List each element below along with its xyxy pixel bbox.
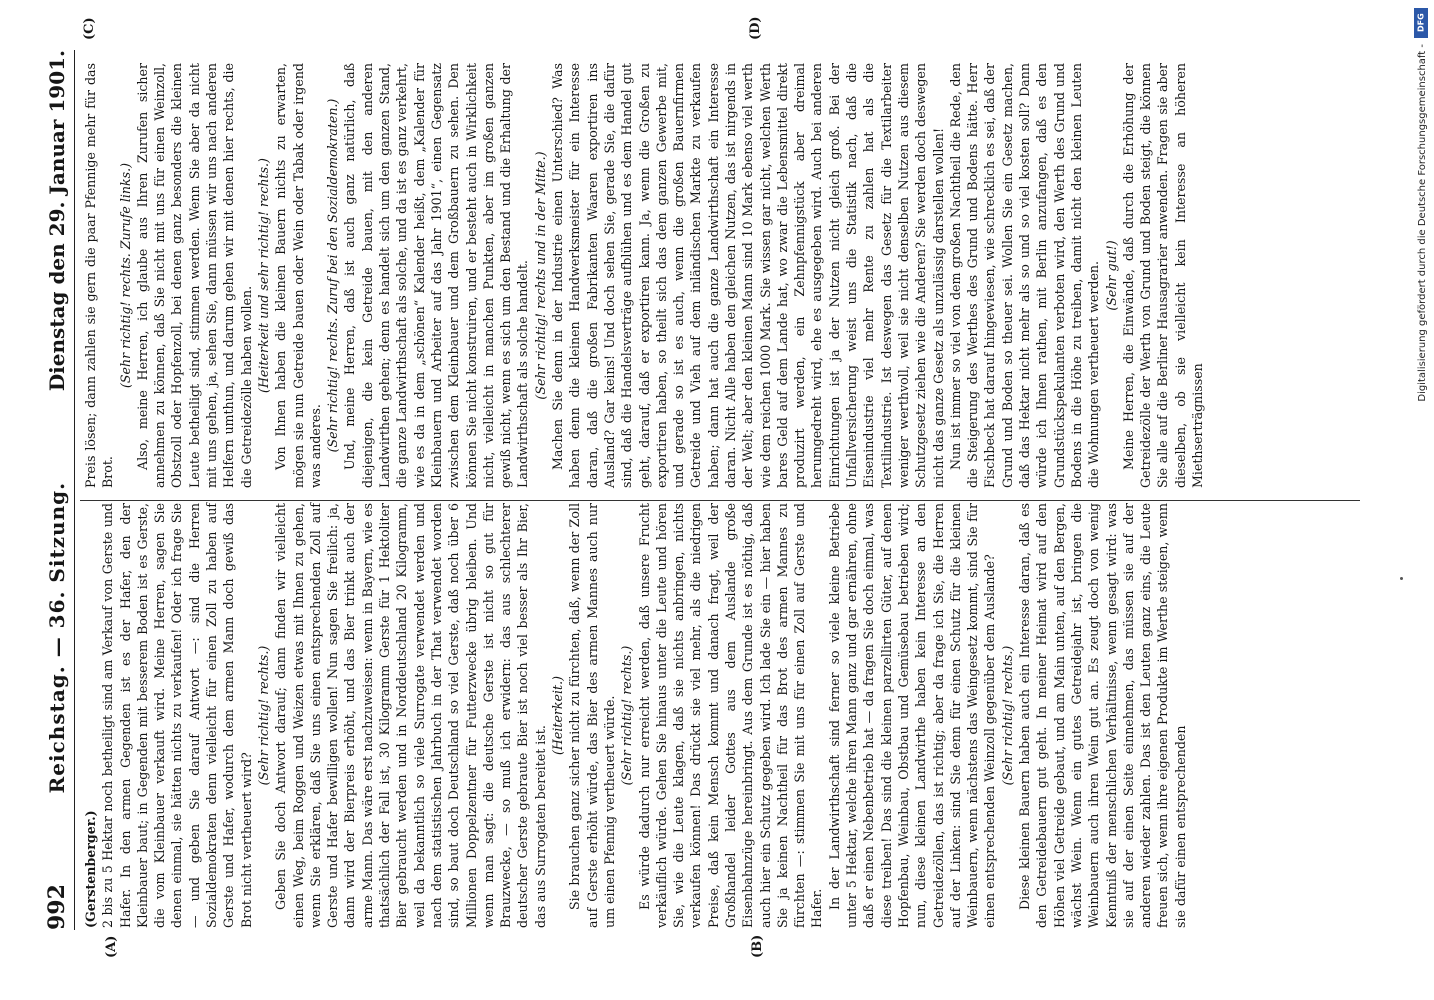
speaker-name: (Gerstenberger.) [83,810,98,928]
paragraph: Machen Sie denn in der Industrie einen Unterschied? Was haben denn die kleinen Handwerksmeister für ein Interesse daran, daß die großen Fabrikanten Waaren exportiren ins Ausland? Gar keins! Und doch sehen Sie, gerade Sie, die dafür sind, daß die Handelsverträge aufblühen und es dem Handel gut geht, darauf, daß er exportiren kann. Ja, wenn die Großen zu exportiren haben, so theilt sich das dem ganzen Gewerbe mit, und gerade so ist es auch, wenn die großen Bauernfirmen Getreide und Vieh auf dem inländischen Markte zu verkaufen haben; dann hat auch die ganze Landwirthschaft ein Interesse daran. Nicht Alle haben den gleichen Nutzen, das ist nirgends in der Welt; aber den kleinen Mann sind 10 Mark ebenso viel werth wie dem reichen 1000 Mark. Sie wissen gar nicht, welchen Werth bares Geld auf dem Lande hat, wo zwar die Lebensmittel direkt produzirt werden, ein Zehnpfennigstück aber dreimal herumgedreht wird, ehe es ausgegeben wird. Auch bei anderen Einrichtungen ist ja der Nutzen nicht gleich groß. Bei der Unfallversicherung weist uns die Statistik nach, daß die Eisenindustrie viel mehr Rente zu zahlen hat als die Textilindustrie. Ist deswegen das Gesetz für die Textilarbeiter weniger werthvoll, weil sie nicht denselben Nutzen aus diesem Schutzgesetz ziehen wie die Anderen? Sie werden doch deswegen nicht das ganze Gesetz als unzulässig darstellen wollen! [550,63,946,488]
paragraph: Also, meine Herren, ich glaube aus Ihren Zurufen sicher annehmen zu können, daß Sie nicht mit uns für einen Weinzoll, Obstzoll oder Hopfenzoll, bei denen ganz besonders die kleinen Leute betheiligt sind, stimmen werden. Wenn Sie aber da nicht mit uns gehen, ja, sehen Sie, dann müssen wir uns nach anderen Helfern umthun, und darum gehen wir mit denen hier rechts, die die Getreidezölle haben wollen. [134,63,254,488]
page-number: 992 [44,884,70,930]
paragraph: Von Ihnen haben die kleinen Bauern nichts zu erwarten, mögen sie nun Getreide bauen oder Wein oder Tabak oder irgend was anderes. [273,63,323,488]
dfg-credit: Digitalisierung gefördert durch die Deutsche Forschungsgemeinschaft - [1417,44,1428,402]
column-divider [80,500,1360,501]
paragraph: Sie brauchen ganz sicher nicht zu fürchten, daß, wenn der Zoll auf Gerste erhöht würde, das Bier des armen Mannes auch nur um einen Pfennig vertheuert würde. [567,503,617,928]
paragraph: Nun ist immer so viel von dem großen Nachtheil die Rede, den die Steigerung des Werthes des Grund und Bodens hätte. Herr Fischbeck hat darauf hingewiesen, wie schrecklich es sei, daß der Grund und Boden so theuer sei. Wollen Sie ein Gesetz machen, daß das Hektar nicht mehr als so und so viel kosten soll? Dann würde ich Ihnen rathen, mit Berlin anzufangen, daß es den Grundstückspekulanten verboten wird, den Werth des Grund und Bodens in die Höhe zu treiben, damit nicht den kleinen Leuten die Wohnungen vertheuert werden. [947,63,1102,488]
interjection: (Sehr richtig! rechts. Zuruf bei den Sozialdemokraten.) [325,98,341,453]
paragraph: Meine Herren, die Einwände, daß durch die Erhöhung der Getreidezölle der Werth von Grund und Boden steigt, die können Sie alle auf die Berliner Hausagrarier anwenden. Fragen sie aber dieselben, ob sie vielleicht kein Interesse an höheren Miethserträgnissen [1120,63,1205,488]
dfg-logo: DFG [1414,8,1428,38]
digitization-strip [1408,0,1434,1000]
margin-mark-d: (D) [748,16,763,40]
left-column [82,503,1189,928]
margin-mark-a: (A) [104,935,119,958]
interjection: (Heiterkeit und sehr richtig! rechts.) [255,158,271,393]
page-header [40,50,75,930]
paragraph: 2 bis zu 5 Hektar noch betheiligt sind am Verkauf von Gerste und Hafer. In den armen Gegenden ist es der Hafer, den der Kleinbauer baut; in Gegenden mit besserem Boden ist es Gerste, die vom Kleinbauer verkauft wird. Meine Herren, sagen Sie denen einmal, sie hätten nichts zu verkaufen! Oder ich frage Sie — und geben Sie darauf Antwort —: sind die Herren Sozialdemokraten denn vielleicht für einen Zoll zu haben auf Gerste und Hafer, wodurch dem armen Mann doch gewiß das Brot nicht vertheuert wird? [100,503,254,928]
interjection: (Sehr gut!) [1103,240,1119,311]
paragraph: Und, meine Herren, daß ist auch ganz natürlich, daß diejenigen, die kein Getreide bauen, mit den anderen Landwirthen gehen; denn es handelt sich um den ganzen Stand, die ganze Landwirthschaft als solche, und da ist es ganz verkehrt, wie es da in dem „schönen“ Kalender heißt, dem „Kalender für Kleinbauern und Arbeiter auf das Jahr 1901“, einen Gegensatz zwischen dem Kleinbauer und dem Großbauern zu sehen. Den können Sie nicht konstruiren, und er besteht auch in Wirklichkeit nicht, vielleicht in manchen Punkten, aber im großen ganzen gewiß nicht, wenn es sich um den Bestand und die Erhaltung der Landwirthschaft als solche handelt. [342,63,531,488]
scan-speck [1400,577,1403,580]
interjection: (Sehr richtig! rechts und in der Mitte.) [532,151,548,400]
margin-mark-c: (C) [82,17,97,40]
paragraph: Diese kleinen Bauern haben auch ein Interesse daran, daß es den Getreidebauern gut geht. In meiner Heimat wird auf den Höhen viel Getreide gebaut, und am Main unten, auf den Bergen, wächst Wein. Wenn ein gutes Getreidejahr ist, bringen die Weinbauern auch ihren Wein gut an. Es zeugt doch von wenig Kenntniß der menschlichen Verhältnisse, wenn gesagt wird: was sie auf der einen Seite einnehmen, das müssen sie auf der anderen wieder zahlen. Das ist den Leuten ganz eins, die Leute freuen sich, wenn ihre eigenen Produkte im Werthe steigen, wenn sie dafür einen entsprechenden [1017,503,1188,928]
interjection: (Sehr richtig! rechts.) [999,645,1015,786]
interjection: (Sehr richtig! rechts.) [619,645,635,786]
paragraph: Geben Sie doch Antwort darauf; dann finden wir vielleicht einen Weg, beim Roggen und Weizen etwas mit Ihnen zu gehen, wenn Sie erklären, daß Sie uns einen entsprechenden Zoll auf Gerste und Hafer bewilligen wollen! Nun sagen Sie freilich: ja, dann wird der Bierpreis erhöht, und das Bier trinkt auch der arme Mann. Das wäre erst nachzuweisen: wenn in Bayern, wie es thatsächlich der Fall ist, 30 Kilogramm Gerste für 1 Hektoliter Bier gebraucht werden und in Norddeutschland 20 Kilogramm, weil da bekanntlich so viele Surrogate verwendet werden und nach dem statistischen Jahrbuch in der That verwendet worden sind, so baut doch Deutschland so viel Gerste, daß noch über 6 Millionen Doppelzentner für Futterzwecke übrig bleiben. Und wenn man sagt: die deutsche Gerste ist nicht so gut für Brauzwecke, — so muß ich erwidern: das aus schlechterer deutscher Gerste gebraute Bier ist noch viel besser als Ihr Bier, das aus Surrogaten bereitet ist. [273,503,548,928]
paragraph: Es würde dadurch nur erreicht werden, daß unsere Frucht verkäuflich würde. Gehen Sie hinaus unter die Leute und hören Sie, wie die Leute klagen, daß sie nichts anbringen, nichts verkaufen können! Das drückt sie viel mehr, als die niedrigen Preise, daß kein Mensch kommt und danach fragt, weil der Großhandel leider Gottes aus dem Auslande große Eisenbahnzüge hereinbringt. Aus dem Grunde ist es nöthig, daß auch hier ein Schutz gegeben wird. Ich lade Sie ein — hier haben Sie ja keinen Nachtheil für das Brot des armen Mannes zu fürchten —: stimmen Sie mit uns für einen Zoll auf Gerste und Hafer. [636,503,825,928]
right-column [82,63,1206,488]
session-title: Reichstag. — 36. Sitzung. [45,481,69,794]
interjection: (Heiterkeit.) [550,676,566,755]
interjection: (Sehr richtig! rechts.) [255,645,271,786]
session-date: Dienstag den 29. Januar 1901. [45,50,69,392]
paragraph: Preis lösen; dann zahlen sie gern die paar Pfennige mehr für das Brot. [83,63,116,488]
margin-mark-b: (B) [750,934,765,958]
paragraph: In der Landwirthschaft sind ferner so viele kleine Betriebe unter 5 Hektar, welche ihren Mann ganz und gar ernähren, ohne daß er einen Nebenbetrieb hat — da fragen Sie doch einmal, was diese treiben! Das sind die kleinen parzellirten Güter, auf denen Hopfenbau, Weinbau, Obstbau und Gemüsebau betrieben wird; nun, diese kleinen Landwirthe haben kein Interesse an den Getreidezöllen, das ist richtig; aber da frage ich Sie, die Herren auf der Linken: sind Sie denn für einen Schutz für die kleinen Weinbauern, wenn nächstens das Weingesetz kommt, sind Sie für einen entsprechenden Weinzoll gegenüber dem Auslande? [826,503,998,928]
interjection: (Sehr richtig! rechts. Zurufe links.) [117,163,133,389]
